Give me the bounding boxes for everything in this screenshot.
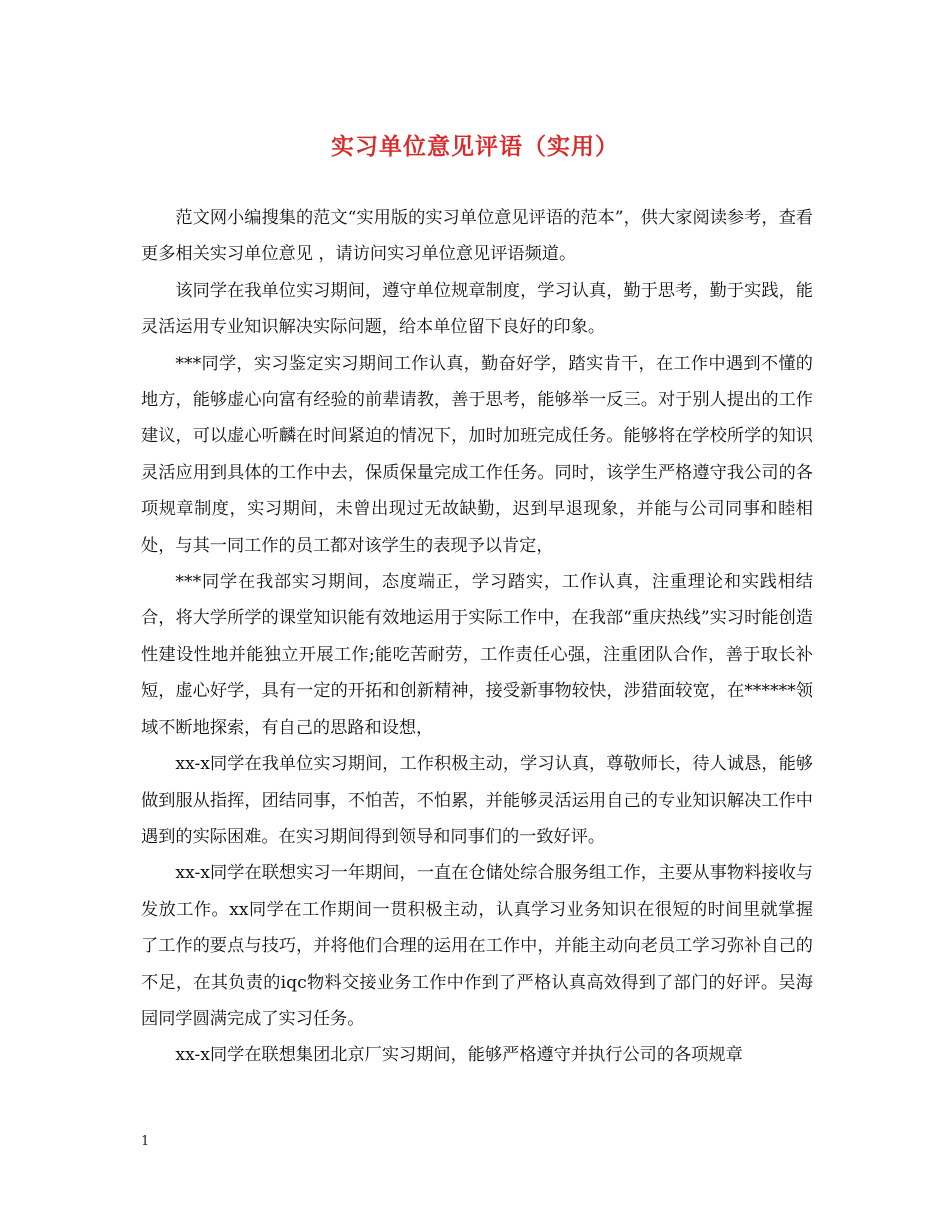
paragraph-comment-4: xx-x同学在我单位实习期间，工作积极主动，学习认真，尊敬师长，待人诚恳，能够做到服从指挥，团结同事，不怕苦，不怕累，并能够灵活运用自己的专业知识解决工作中遇到的实际困难。在实习期间得到领导和同事们的一致好评。 [141, 754, 813, 847]
paragraph-comment-2: ***同学，实习鉴定实习期间工作认真，勤奋好学，踏实肯干，在工作中遇到不懂的地方，能够虚心向富有经验的前辈请教，善于思考，能够举一反三。对于别人提出的工作建议，可以虚心听麟在时间紧迫的情况下，加时加班完成任务。能够将在学校所学的知识灵活应用到具体的工作中去，保质保量完成工作任务。同时，该学生严格遵守我公司的各项规章制度，实习期间，未曾出现过无故缺勤，迟到早退现象，并能与公司同事和睦相处，与其一同工作的员工都对该学生的表现予以肯定， [141, 353, 813, 556]
paragraph-comment-5: xx-x同学在联想实习一年期间，一直在仓储处综合服务组工作，主要从事物料接收与发放工作。xx同学在工作期间一贯积极主动，认真学习业务知识在很短的时间里就掌握了工作的要点与技巧，并将他们合理的运用在工作中，并能主动向老员工学习弥补自己的不足，在其负责的iqc物料交接业务工作中作到了严格认真高效得到了部门的好评。吴海园同学圆满完成了实习任务。 [141, 863, 813, 1029]
document-body [141, 200, 813, 1074]
paragraph-intro: 范文网小编搜集的范文“实用版的实习单位意见评语的范本”，供大家阅读参考，查看更多相关实习单位意见 ，请访问实习单位意见评语频道。 [141, 208, 813, 265]
paragraph-comment-6: xx-x同学在联想集团北京厂实习期间，能够严格遵守并执行公司的各项规章 [175, 1045, 743, 1066]
page-number: 1 [141, 1134, 150, 1149]
document-title: 实习单位意见评语（实用） [331, 133, 619, 160]
paragraph-comment-3: ***同学在我部实习期间，态度端正，学习踏实，工作认真，注重理论和实践相结合，将大学所学的课堂知识能有效地运用于实际工作中，在我部“重庆热线”实习时能创造性建设性地并能独立开展工作;能吃苦耐劳，工作责任心强，注重团队合作，善于取长补短，虚心好学，具有一定的开拓和创新精神，接受新事物较快，涉猎面较宽，在******领域不断地探索，有自己的思路和设想， [141, 572, 813, 738]
paragraph-comment-1: 该同学在我单位实习期间，遵守单位规章制度，学习认真，勤于思考，勤于实践，能灵活运用专业知识解决实际问题，给本单位留下良好的印象。 [141, 280, 813, 338]
